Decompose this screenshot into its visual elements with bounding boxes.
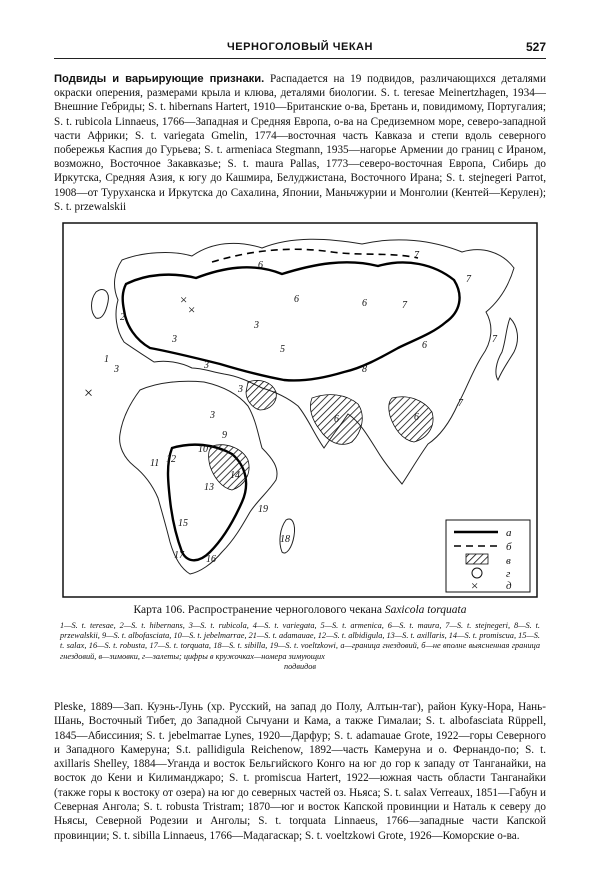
intro-text: Распадается на 19 подвидов, различающихся деталями окраски оперения, размерами крыла и клюва, деталями биологии. S. t. teresae Meinertzhagen, 1934—Внешние Гебриды; S. t. hibernans Hartert, 1910—Британские о-ва, Бретань и, повидимому, Португалия; S. t. rubicola Linnaeus, 1766—Западная и Средняя Европа, о-ва на Средиземном море, северо-западной части Африки; S. t. variegata Gmelin, 1774—восточная часть Кавказа и степи вдоль северного побережья Каспия до Гурьева; S. t. armeniaca Stegmann, 1935—нагорье Армении до границ с Ираном, возможно, Восточное Закавказье; S. t. maura Pallas, 1773—северо-восточная Европа, Сибирь до Иркутска, Средняя Азия, к югу до Кашмира, Белуджистана, Восточного Ирана; S. t. stejnegeri Parrot, 1908—от Туруханска и Иркутска до Сахалина, Японии, Маньчжурии и Монголии (Кентей—Керулен); S. t. przewalskii bbox=[54, 73, 546, 213]
running-header bbox=[54, 40, 546, 59]
map-label: 18 bbox=[280, 534, 290, 545]
continuation-paragraph: Pleske, 1889—Зап. Куэнь-Лунь (хр. Русский, на запад до Полу, Алтын-таг), район Куку-Нора, Нань-Шань, Восточный Тибет, до Западной Сычуани и Кама, а также Гималаи; S. t. albofasciata Rüppell, 1845—Абиссиния; S. t. jebelmarrae Lynes, 1920—Дарфур; S. t. adamauae Grote, 1922—горы Северного и Западного Камеруна; S.t. pallidigula Reichenow, 1892—часть Камеруна и о. Фернандо-пo; S. t. axillaris Shelley, 1884—Уганда и восток Бельгийского Конго на юг до гор к западу от Танганайки, на восток до Кени и Килиманджаро; S. t. promiscua Hartert, 1922—южная часть области Танганайки (также горы к востоку от озера) на юг до северных частей оз. Ньяса; S. t. salax Verreaux, 1851—Габун и Северная Ангола; S. t. robusta Tristram; 1870—юг и восток Капской провинции и Наталь к северу до Ньясы, Северной Родезии и Анголы; S. t. torquata Linnaeus, 1766—западные части Капской провинции; S. t. sibilla Linnaeus, 1766—Мадагаскар; S. t. voeltzkowi Grote, 1926—Коморские о-ва. bbox=[54, 701, 546, 842]
map-label: 11 bbox=[150, 458, 160, 469]
vagrant-marker: × bbox=[84, 385, 94, 402]
section-runin-heading: Подвиды и варьирующие признаки. bbox=[54, 73, 265, 85]
intro-paragraph bbox=[54, 72, 546, 214]
map-label: 7 bbox=[466, 274, 471, 285]
map-label: 6 bbox=[414, 412, 419, 423]
map-figure bbox=[62, 222, 538, 598]
legend-label-v: в bbox=[506, 555, 511, 567]
caption-prefix: Карта 106. Распространение черноголового чекана bbox=[133, 604, 385, 616]
legend-label-a: а bbox=[506, 527, 512, 539]
map-label: 3 bbox=[238, 384, 243, 395]
map-label: 8 bbox=[362, 364, 367, 375]
distribution-map bbox=[62, 222, 538, 598]
map-label: 19 bbox=[258, 504, 268, 515]
map-label: 7 bbox=[492, 334, 497, 345]
map-label: 14 bbox=[230, 470, 240, 481]
map-label: 13 bbox=[204, 482, 214, 493]
vagrant-marker: × bbox=[188, 302, 196, 317]
map-legend bbox=[446, 520, 530, 593]
map-label: 2 bbox=[120, 312, 125, 323]
legend-text-main: 1—S. t. teresae, 2—S. t. hibernans, 3—S. t. rubicola, 4—S. t. variegata, 5—S. t. armenica, 6—S. t. maura, 7—S. t. stejnegeri, 8—S. t. przewalskii, 9—S. t. albofasciata, 10—S. t. jebelmarrae, 21—S. t. adamauae, 12—S. t. albidigula, 13—S. t. axillaris, 14—S. t. promiscua, 15—S. t. salax, 16—S. t. robusta, 17—S. t. torquata, 18—S. t. sibilla, 19—S. t. voeltzkowi, а—граница гнездовий, б—не вполне выясненная граница гнездовий, в—зимовки, г—залеты; цифры в кружочках—номера зимующих bbox=[60, 621, 540, 661]
map-caption bbox=[54, 604, 546, 616]
legend-label-g: г bbox=[506, 568, 511, 580]
legend-label-b: б bbox=[506, 541, 512, 553]
legend-text-last: подвидов bbox=[283, 661, 317, 671]
map-label: 3 bbox=[114, 364, 119, 375]
map-label: 3 bbox=[172, 334, 177, 345]
running-title: ЧЕРНОГОЛОВЫЙ ЧЕКАН bbox=[227, 41, 373, 53]
map-legend-text bbox=[60, 621, 540, 672]
map-label: 6 bbox=[362, 298, 367, 309]
map-label: 10 bbox=[198, 444, 208, 455]
map-label: 6 bbox=[334, 414, 339, 425]
map-label: 6 bbox=[294, 294, 299, 305]
map-label: 16 bbox=[206, 554, 216, 565]
map-label: 9 bbox=[222, 430, 227, 441]
caption-species: Saxicola torquata bbox=[384, 604, 467, 616]
map-label: 3 bbox=[204, 360, 209, 371]
map-label: 3 bbox=[210, 410, 215, 421]
legend-label-d: д bbox=[506, 580, 512, 592]
map-label: 5 bbox=[280, 344, 285, 355]
map-label: 7 bbox=[414, 250, 419, 261]
map-label: 3 bbox=[254, 320, 259, 331]
page-number: 527 bbox=[525, 40, 546, 54]
map-label: 7 bbox=[458, 398, 463, 409]
vagrant-marker: × bbox=[471, 578, 479, 593]
map-label: 6 bbox=[422, 340, 427, 351]
map-label: 12 bbox=[166, 454, 176, 465]
vagrant-marker: × bbox=[180, 292, 188, 307]
map-label: 17 bbox=[174, 550, 184, 561]
map-label: 15 bbox=[178, 518, 188, 529]
map-label: 7 bbox=[402, 300, 407, 311]
map-label: 6 bbox=[258, 260, 263, 271]
map-label: 1 bbox=[104, 354, 109, 365]
